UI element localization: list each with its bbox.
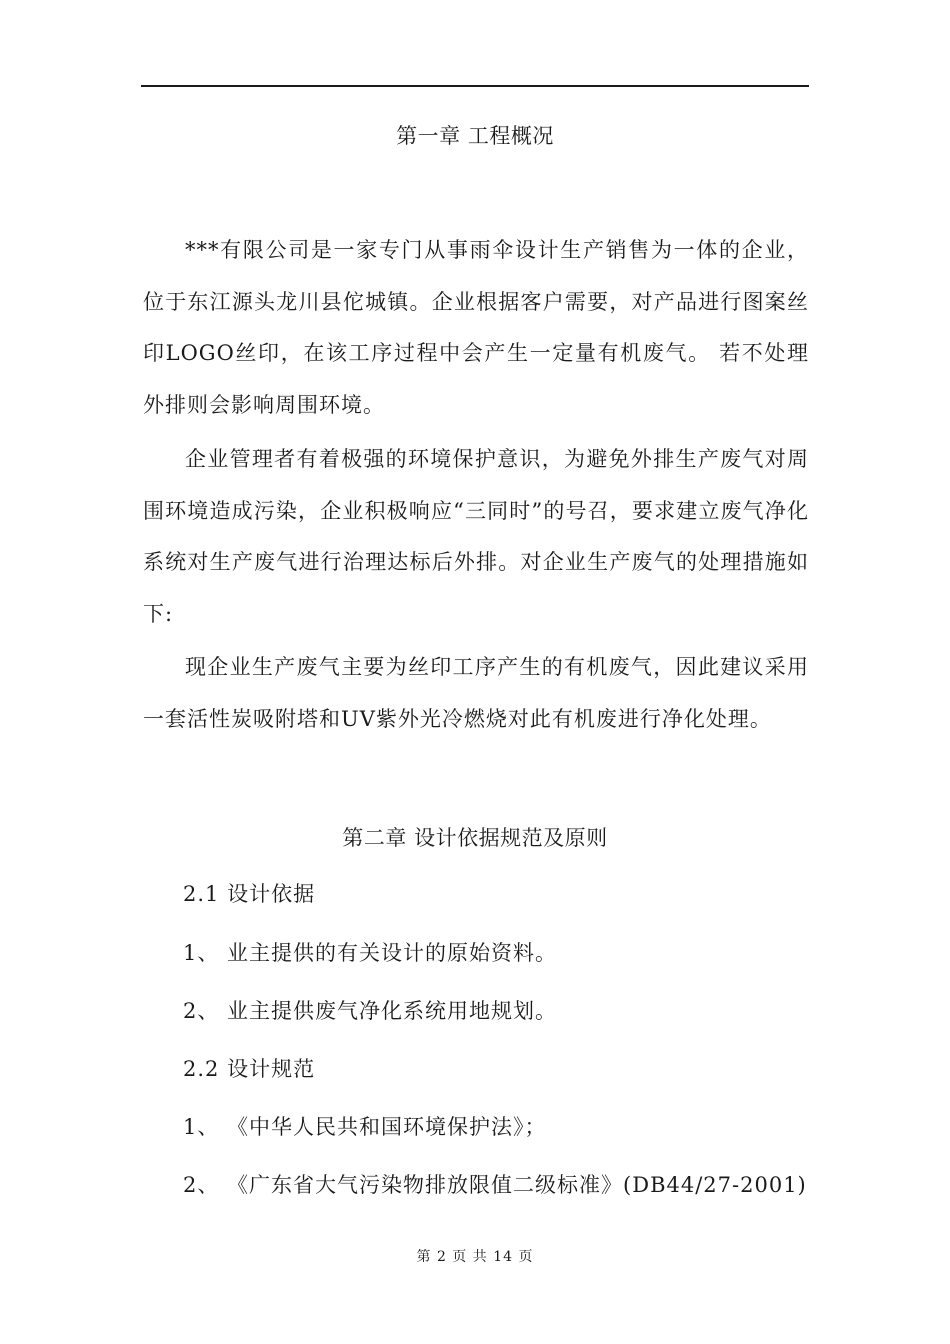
- chapter-1-paragraph-3: 现企业生产废气主要为丝印工序产生的有机废气，因此建议采用一套活性炭吸附塔和UV紫外光冷燃烧对此有机废进行净化处理。: [143, 655, 809, 731]
- list-item: 2、 《广东省大气污染物排放限值二级标准》(DB44/27-2001): [183, 1173, 807, 1197]
- page-number-footer: 第 2 页 共 14 页: [416, 1249, 534, 1265]
- chapter-1-paragraph-2: 企业管理者有着极强的环境保护意识，为避免外排生产废气对周围环境造成污染，企业积极响应“三同时”的号召，要求建立废气净化系统对生产废气进行治理达标后外排。对企业生产废气的处理措施如下:: [143, 447, 809, 627]
- chapter-1-paragraph-1: ***有限公司是一家专门从事雨伞设计生产销售为一体的企业，位于东江源头龙川县佗城镇。企业根据客户需要，对产品进行图案丝印LOGO丝印，在该工序过程中会产生一定量有机废气。 若不处理外排则会影响周围环境。: [143, 238, 809, 418]
- chapter-1-title: 第一章 工程概况: [396, 124, 554, 148]
- chapter-2-title: 第二章 设计依据规范及原则: [342, 826, 608, 850]
- list-item: 2、 业主提供废气净化系统用地规划。: [183, 999, 558, 1023]
- list-item: 1、 《中华人民共和国环境保护法》；: [183, 1115, 547, 1139]
- section-heading-design-standards: 2.2 设计规范: [183, 1057, 316, 1081]
- list-item: 1、 业主提供的有关设计的原始资料。: [183, 941, 558, 965]
- section-heading-design-basis: 2.1 设计依据: [183, 882, 316, 906]
- header-rule: [141, 85, 809, 87]
